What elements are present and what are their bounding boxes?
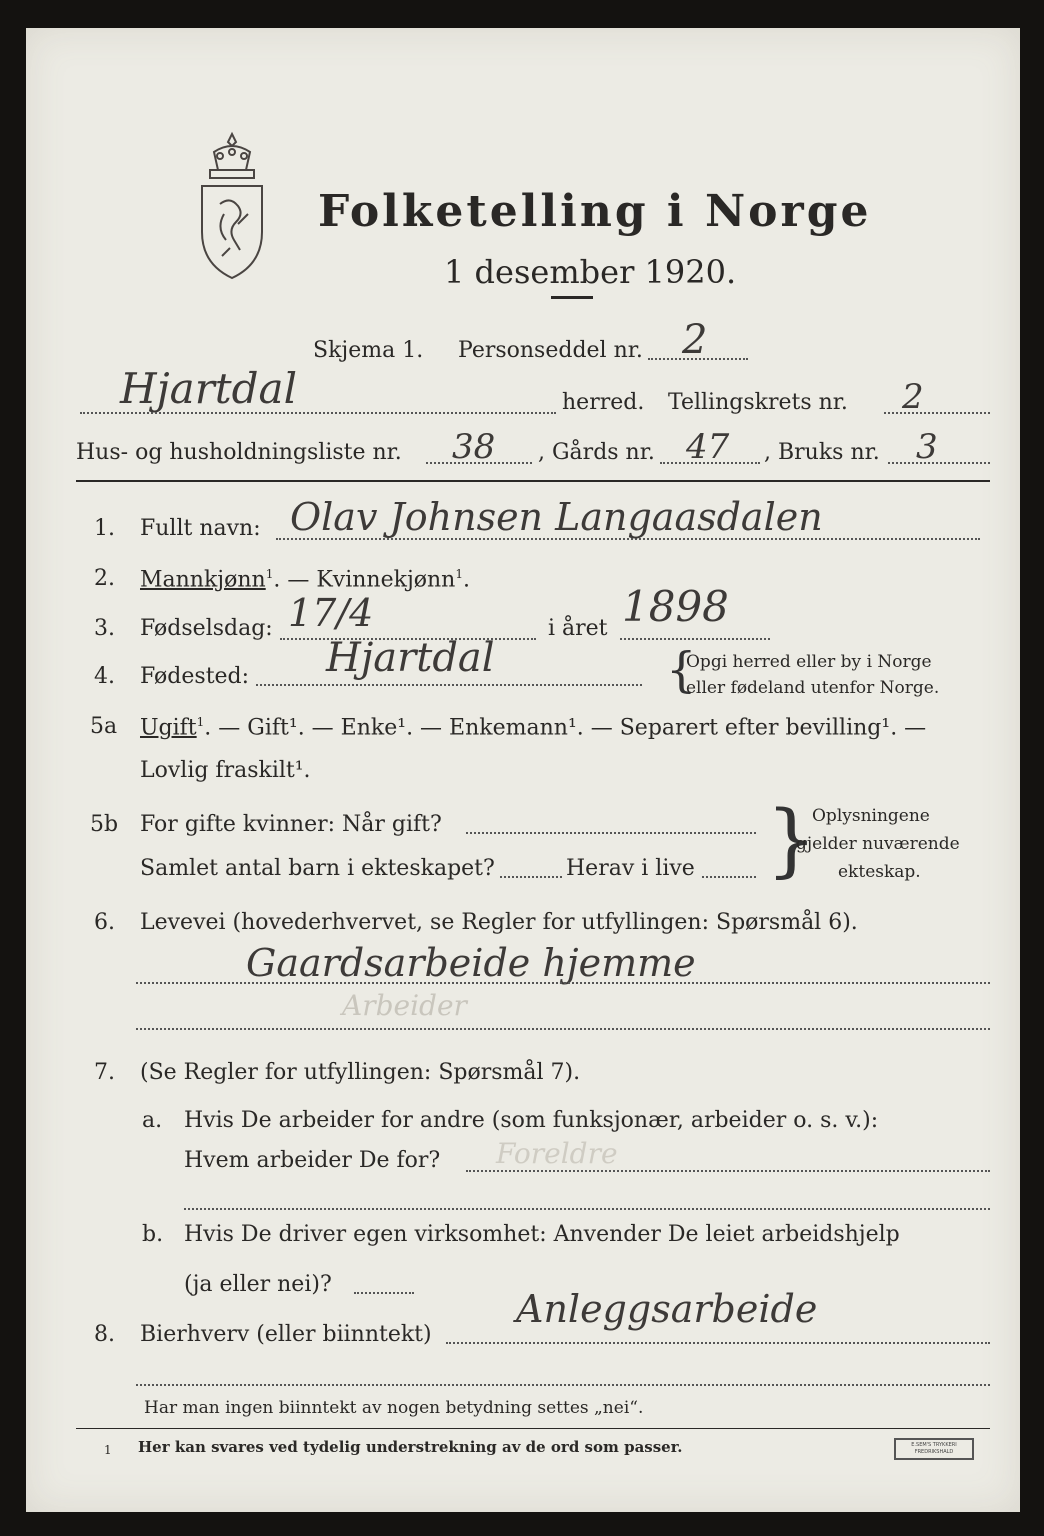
hus-label: Hus- og husholdningsliste nr. [76,440,402,465]
q7-number: 7. [94,1060,115,1085]
q5b-note-1: Oplysningene [812,806,930,826]
census-date: 1 desember 1920. [444,253,737,291]
q5b-note-3: ekteskap. [838,862,921,882]
q5a-line-2: Lovlig fraskilt¹. [140,758,311,783]
schema-label: Skjema 1. [313,338,424,363]
side-occupation-value[interactable]: Anleggsarbeide [516,1287,818,1331]
q4-label: Fødested: [140,664,250,689]
q5a-number: 5a [90,714,118,739]
q4-note-1: Opgi herred eller by i Norge [686,652,932,672]
footer-rule [76,1428,990,1429]
occupation-value[interactable]: Gaardsarbeide hjemme [246,941,696,985]
personseddel-label: Personseddel nr. [458,338,643,363]
q1-label: Fullt navn: [140,516,261,541]
tellingskrets-label: Tellingskrets nr. [668,390,848,415]
sex-male-option[interactable]: Mannkjønn [140,567,266,593]
q6-number: 6. [94,910,115,935]
q7a-question: Hvem arbeider De for? [184,1148,441,1173]
q5b-number: 5b [90,812,119,837]
census-form: Folketelling i Norge 1 desember 1920. Skjema 1. Personseddel nr. 2 Hjartdal herred. Tellingskrets nr. 2 Hus- og husholdningsliste nr. 38 , Gårds nr. 47 , Bruks nr. 3 1. Fullt navn: Olav Johnsen Langaasdalen 2. Mannkjønn$^1$. — Kvinnekjønn$^1$. 3. Fødselsdag: 17/4 i året 1898 4. Fødested: Hjartdal { Opgi herred eller by i Norge eller fødeland utenfor Norge. 5a Ugift$^1$. — Gift¹. — Enke¹. — Enkemann¹. — Separert efter bevilling¹. — Lovlig fraskilt¹. 5b For gifte kvinner: Når gift? Samlet antal barn i ekteskapet? Herav i live } Oplysningene gjelder nuværende ekteskap. 6. Levevei (hovederhvervet, se Regler for utfyllingen: Spørsmål 6). Gaardsarbeide hjemme Arbeider 7. (Se Regler for utfyllingen: Spørsmål 7). a. Hvis De arbeider for andre (som funksjonær, arbeider o. s. v.): Hvem arbeider De for? Foreldre b. Hvis De driver egen virksomhet: Anvender De leiet arbeidshjelp (ja eller nei)? 8. Bierhverv (eller biinntekt) Anleggsarbeide Har man ingen biinntekt av nogen betydning settes „nei“. 1 Her kan svares ved tydelig understrekning av de ord som passer. E.SEM'S TRYKKERI FREDRIKSHALD [26,28,1020,1512]
header-rule [76,480,990,482]
sex-female-option[interactable]: Kvinnekjønn [316,567,456,593]
q5b-label-2: Samlet antal barn i ekteskapet? [140,856,495,881]
q5b-label-3: Herav i live [566,856,695,881]
q7-label: (Se Regler for utfyllingen: Spørsmål 7). [140,1060,581,1085]
title-divider [551,296,593,299]
bruks-value[interactable]: 3 [916,427,938,467]
birth-year-value[interactable]: 1898 [622,582,729,631]
q8-label: Bierhverv (eller biinntekt) [140,1322,432,1347]
year-label: i året [548,616,608,641]
q7a-text: Hvis De arbeider for andre (som funksjonær, arbeider o. s. v.): [184,1108,879,1133]
ugift-option[interactable]: Ugift [140,715,197,741]
q3-number: 3. [94,616,115,641]
q1-number: 1. [94,516,115,541]
hus-value[interactable]: 38 [452,427,496,467]
q5b-label-1: For gifte kvinner: Når gift? [140,812,442,837]
gards-value[interactable]: 47 [686,427,730,467]
footnote: Her kan svares ved tydelig understrekning av de ord som passer. [138,1438,683,1456]
occupation-faded-value: Arbeider [342,989,467,1022]
birth-day-value[interactable]: 17/4 [288,591,374,635]
q2-options: Mannkjønn$^1$. — Kvinnekjønn$^1$. [140,567,470,593]
footnote-mark: 1 [104,1443,112,1457]
personseddel-value[interactable]: 2 [682,317,708,363]
gards-label: , Gårds nr. [538,440,655,465]
birthplace-value[interactable]: Hjartdal [326,635,495,681]
footer-note: Har man ingen biinntekt av nogen betydning settes „nei“. [144,1398,644,1418]
q5a-options: Ugift$^1$. — Gift¹. — Enke¹. — Enkemann¹. — Separert efter bevilling¹. — [140,715,927,741]
q3-label: Fødselsdag: [140,616,273,641]
q4-note-2: eller fødeland utenfor Norge. [686,678,940,698]
q7b-question: (ja eller nei)? [184,1272,332,1297]
form-title: Folketelling i Norge [318,186,872,237]
herred-label: herred. [562,390,645,415]
q5b-note-2: gjelder nuværende [796,834,960,854]
employer-faded-value: Foreldre [496,1137,618,1170]
q7b-letter: b. [142,1222,164,1247]
printer-stamp: E.SEM'S TRYKKERI FREDRIKSHALD [894,1438,974,1460]
q2-number: 2. [94,566,115,591]
q8-number: 8. [94,1322,115,1347]
herred-value[interactable]: Hjartdal [120,364,298,413]
full-name-value[interactable]: Olav Johnsen Langaasdalen [290,495,823,539]
coat-of-arms-icon [194,130,270,284]
q6-label: Levevei (hovederhvervet, se Regler for utfyllingen: Spørsmål 6). [140,910,858,935]
q7b-text: Hvis De driver egen virksomhet: Anvender De leiet arbeidshjelp [184,1222,900,1247]
q4-number: 4. [94,664,115,689]
bruks-label: , Bruks nr. [764,440,880,465]
q7a-letter: a. [142,1108,163,1133]
tellingskrets-value[interactable]: 2 [902,377,924,417]
